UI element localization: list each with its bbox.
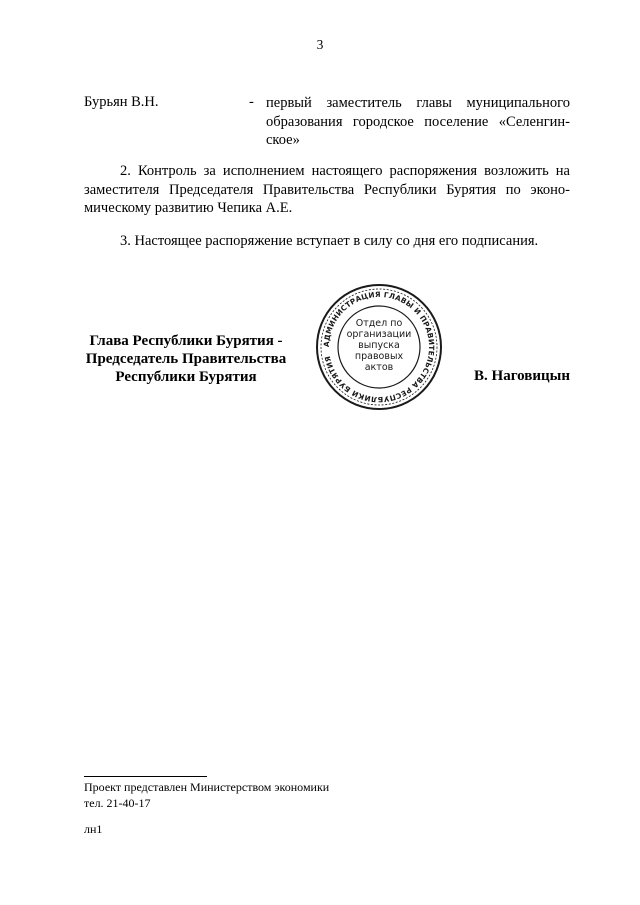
paragraph-2: 2. Контроль за исполнением настоящего распоряжения возложить на заместителя Председателя Правительства Республики Бурятия по эконо-мическому развитию Чепика А.Е. [84, 163, 570, 216]
signer-title-line-3: Республики Бурятия [115, 369, 257, 385]
member-name: Бурьян В.Н. [84, 94, 159, 110]
svg-text:выпуска: выпуска [358, 340, 400, 351]
footer-divider [84, 776, 207, 777]
footer-code: лн1 [84, 822, 103, 836]
svg-text:Отдел по: Отдел по [355, 318, 403, 329]
svg-text:актов: актов [364, 362, 394, 373]
paragraph-3: 3. Настоящее распоряжение вступает в силу со дня его подписания. [120, 233, 539, 249]
signer-title-line-1: Глава Республики Бурятия - [89, 333, 283, 349]
footer-project-note: Проект представлен Министерством экономики [84, 780, 330, 794]
official-seal [314, 282, 444, 412]
signer-name: В. Наговицын [474, 368, 570, 384]
member-dash: - [249, 94, 254, 110]
page-number: 3 [316, 37, 324, 52]
seal-ring-text: АДМИНИСТРАЦИЯ ГЛАВЫ И ПРАВИТЕЛЬСТВА РЕСПУБЛИКИ БУРЯТИЯ [321, 289, 437, 405]
member-role: первый заместитель главы муниципального образования городское поселение «Селенгин-ское» [266, 95, 570, 148]
svg-text:организации: организации [346, 329, 412, 340]
seal-graphic [314, 282, 444, 412]
footer-phone: тел. 21-40-17 [84, 796, 151, 810]
signer-title-line-2: Председатель Правительства [85, 351, 287, 367]
svg-text:правовых: правовых [354, 351, 404, 362]
seal-center-text [347, 318, 412, 373]
signer-title [70, 332, 302, 386]
